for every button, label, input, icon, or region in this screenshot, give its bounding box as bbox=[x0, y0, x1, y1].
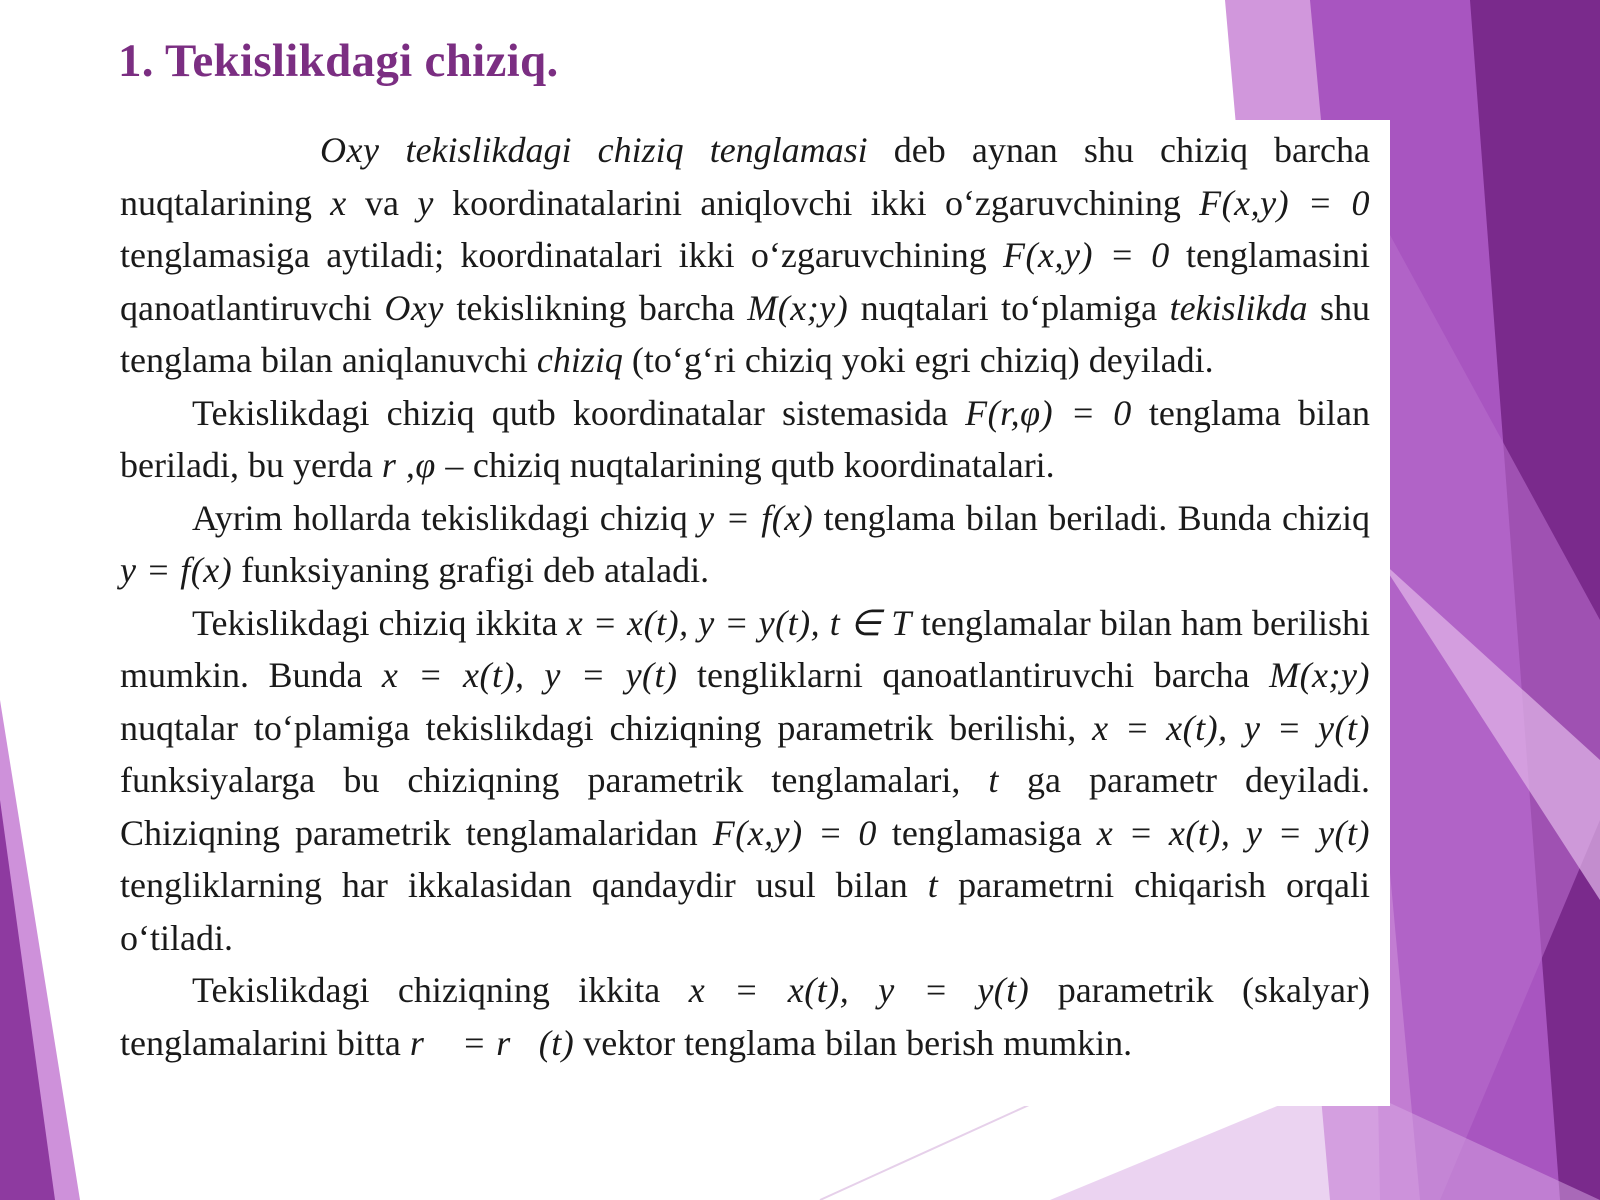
text: funksiyaning grafigi deb ataladi. bbox=[232, 550, 710, 590]
text: koordinatalarini aniqlovchi ikki o‘zgaruvchining bbox=[433, 182, 1200, 223]
decor-line bbox=[820, 1100, 1040, 1200]
math-function: y = f(x) bbox=[698, 497, 814, 538]
math-point: M(x;y) bbox=[747, 287, 849, 328]
math-oxy: Oxy bbox=[320, 130, 380, 170]
text: nuqtalari to‘plamiga bbox=[848, 287, 1170, 328]
math-function: y = f(x) bbox=[120, 550, 233, 590]
text: nuqtalar to‘plamiga tekislikdagi chiziqning parametrik berilishi, bbox=[120, 707, 1093, 748]
paragraph-vector bbox=[120, 964, 1370, 1069]
text: tenglamasini qanoatlantiruvchi bbox=[120, 235, 1370, 328]
text: tenglama bilan beriladi, bu yerda bbox=[120, 392, 1370, 485]
text: va bbox=[346, 182, 418, 223]
math-parametric: x = x(t), y = y(t) bbox=[381, 655, 678, 695]
text: tenglamasiga aytiladi; koordinatalari ikki o‘zgaruvchining bbox=[120, 235, 1004, 275]
math-vector: r⃗ = r⃗(t) bbox=[409, 1022, 575, 1063]
math-equation: F(x,y) = 0 bbox=[1199, 182, 1371, 223]
term-chiziq: chiziq bbox=[536, 340, 623, 380]
text: parametrni chiqarish orqali o‘tiladi. bbox=[120, 865, 1370, 958]
paragraph-definition bbox=[120, 124, 1370, 387]
text: tekislikning barcha bbox=[443, 287, 748, 328]
text: vektor tenglama bilan berish mumkin. bbox=[574, 1022, 1133, 1063]
paragraph-polar bbox=[120, 387, 1370, 492]
term-line-equation: tekislikdagi chiziq tenglamasi bbox=[379, 130, 868, 170]
text: tengliklarni qanoatlantiruvchi barcha bbox=[677, 655, 1270, 695]
math-parametric: x = x(t), y = y(t) bbox=[1092, 707, 1370, 748]
slide-body bbox=[120, 124, 1370, 1069]
math-x: x bbox=[330, 182, 347, 223]
text: ga parametr deyiladi. Chiziqning parametrik tenglamalaridan bbox=[120, 760, 1370, 853]
text: tenglama bilan beriladi. Bunda chiziq bbox=[813, 497, 1371, 538]
math-parametric: x = x(t), y = y(t) bbox=[1096, 812, 1370, 853]
text: Tekislikdagi chiziq qutb koordinatalar sistemasida bbox=[192, 392, 966, 433]
math-parametric: x = x(t), y = y(t) bbox=[688, 970, 1030, 1010]
math-equation: F(x,y) = 0 bbox=[712, 812, 877, 853]
text: (to‘g‘ri chiziq yoki egri chiziq) deyiladi. bbox=[622, 340, 1214, 380]
math-parametric: x = x(t), y = y(t), t ∈ T bbox=[566, 602, 912, 643]
text: tengliklarning har ikkalasidan qandaydir usul bilan bbox=[120, 865, 928, 905]
slide-title: 1. Tekislikdagi chiziq. bbox=[118, 35, 559, 87]
text: Tekislikdagi chiziqning ikkita bbox=[192, 970, 689, 1010]
math-polar-vars: r ,φ – bbox=[381, 445, 464, 485]
paragraph-parametric bbox=[120, 597, 1370, 965]
math-point: M(x;y) bbox=[1269, 655, 1370, 695]
math-equation: F(x,y) = 0 bbox=[1003, 235, 1170, 275]
text: tenglamalar bilan ham berilishi mumkin. Bunda bbox=[120, 602, 1371, 695]
text: parametrik (skalyar) tenglamalarini bitta bbox=[120, 970, 1370, 1063]
term-tekislikda: tekislikda bbox=[1169, 287, 1308, 328]
math-equation: F(r,φ) = 0 bbox=[965, 392, 1132, 433]
text: funksiyalarga bu chiziqning parametrik tenglamalari, bbox=[120, 760, 989, 800]
math-t: t bbox=[927, 865, 939, 905]
text: tenglamasiga bbox=[876, 812, 1097, 853]
text: shu tenglama bilan aniqlanuvchi bbox=[120, 287, 1371, 380]
text: deb aynan shu chiziq barcha nuqtalarining bbox=[120, 130, 1370, 223]
paragraph-explicit bbox=[120, 492, 1370, 597]
math-t: t bbox=[988, 760, 999, 800]
text: chiziq nuqtalarining qutb koordinatalari. bbox=[463, 445, 1055, 485]
math-oxy: Oxy bbox=[384, 287, 444, 328]
text: Tekislikdagi chiziq ikkita bbox=[192, 602, 567, 643]
math-y: y bbox=[417, 182, 434, 223]
text: Ayrim hollarda tekislikdagi chiziq bbox=[192, 497, 699, 538]
